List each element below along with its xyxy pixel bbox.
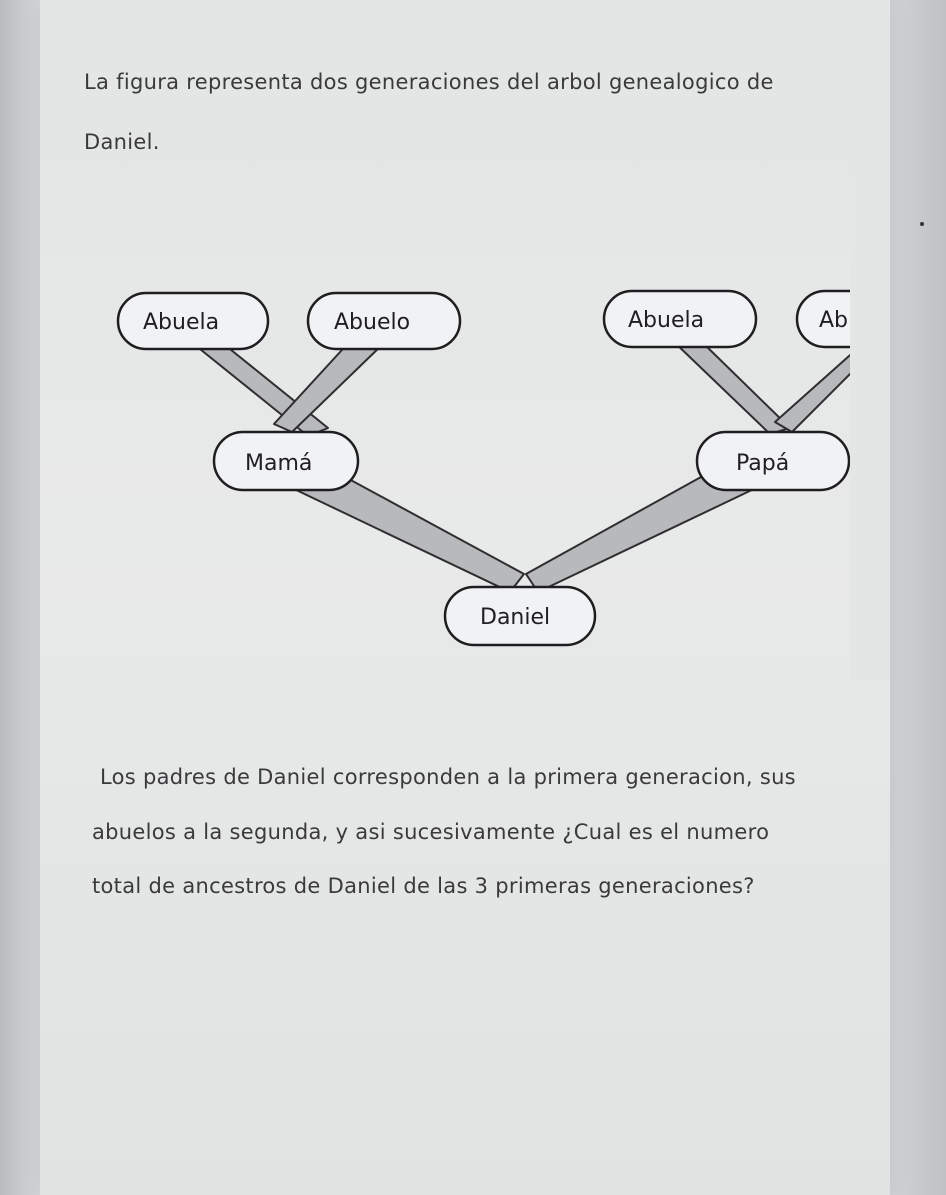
label-daniel: Daniel (480, 605, 551, 630)
intro-line-2: Daniel. (84, 130, 160, 154)
question-line-3: total de ancestros de Daniel de las 3 primeras generaciones? (92, 874, 755, 898)
question-line-2: abuelos a la segunda, y asi sucesivamente ¿Cual es el numero (92, 820, 770, 844)
worksheet-page (40, 0, 890, 1195)
label-abuela-right: Abuela (628, 308, 705, 333)
family-tree-diagram (40, 0, 890, 680)
label-mama: Mamá (245, 451, 313, 476)
background-speck (920, 222, 924, 226)
question-line-1: Los padres de Daniel corresponden a la primera generacion, sus (100, 765, 796, 789)
label-papa: Papá (736, 451, 790, 476)
label-ab: Ab (819, 308, 849, 333)
page-edge-crop (850, 0, 890, 680)
branch-abuela-papa (672, 340, 790, 434)
label-abuela-left: Abuela (143, 310, 220, 335)
branch-ab-papa (775, 348, 858, 432)
label-abuelo: Abuelo (334, 310, 411, 335)
intro-line-1: La figura representa dos generaciones del arbol genealogico de (84, 70, 774, 94)
branch-abuelo-mama (274, 339, 384, 432)
